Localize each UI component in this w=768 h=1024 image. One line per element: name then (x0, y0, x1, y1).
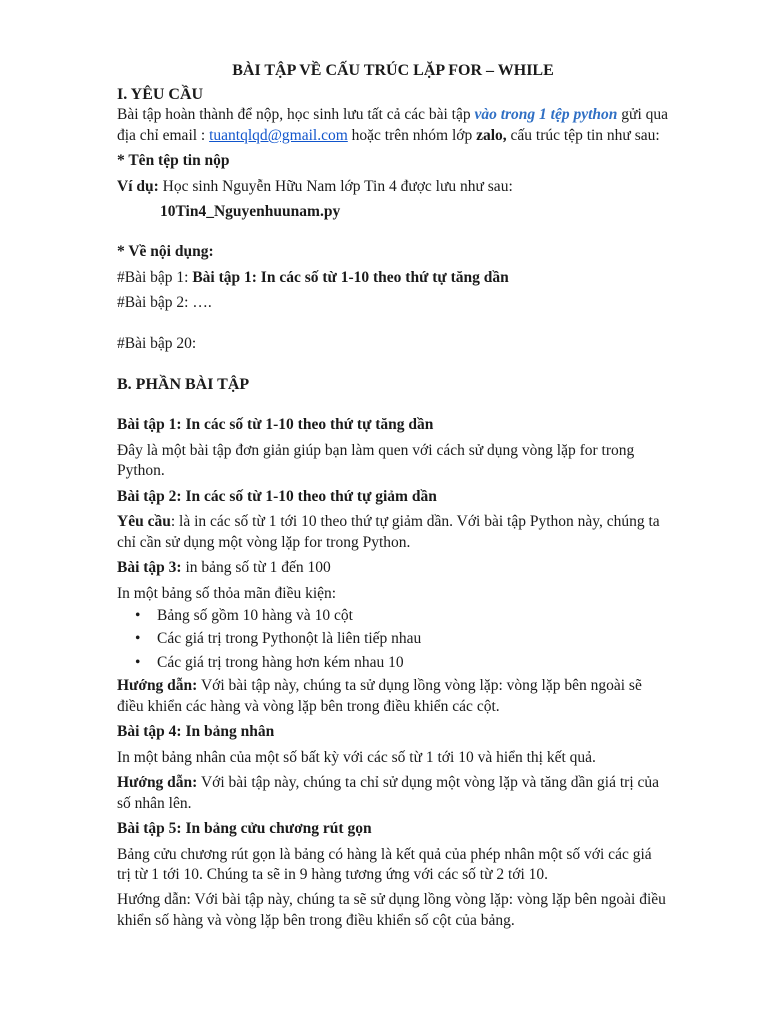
section-heading-exercises: B. PHẦN BÀI TẬP (117, 376, 250, 394)
example-line: Ví dụ: Học sinh Nguyễn Hữu Nam lớp Tin 4 được lưu như sau: (117, 177, 513, 195)
content-line-1: #Bài bập 1: Bài tập 1: In các số từ 1-10 theo thứ tự tăng dần (117, 268, 509, 286)
example-filename: 10Tin4_Nguyenhuunam.py (160, 203, 341, 221)
requirements-paragraph: Bài tập hoàn thành để nộp, học sinh lưu tất cả các bài tập vào trong 1 tệp python gửi qua địa chỉ email : tuantqlqd@gmail.com hoặc trên nhóm lớp zalo, cấu trúc tệp tin như sau: (117, 106, 669, 144)
exercise-5-description: Bảng cửu chương rút gọn là bảng có hàng là kết quả của phép nhân một số với các giá trị từ 1 tới 10. Chúng ta sẽ in 9 hàng tương ứng với các số từ 2 tới 10. (117, 845, 652, 884)
document-content (117, 60, 669, 931)
file-name-heading: * Tên tệp tin nộp (117, 152, 230, 170)
list-item: • Các giá trị trong Pythonột là liên tiếp nhau (157, 629, 669, 649)
exercise-2-title: Bài tập 2: In các số từ 1-10 theo thứ tự giảm dần (117, 487, 437, 505)
exercise-1-description: Đây là một bài tập đơn giản giúp bạn làm quen với cách sử dụng vòng lặp for trong Python. (117, 441, 635, 480)
exercise-3-intro: In một bảng số thỏa mãn điều kiện: (117, 584, 337, 602)
python-file-highlight: vào trong 1 tệp python (474, 106, 618, 124)
list-item: • Bảng số gồm 10 hàng và 10 cột (157, 606, 669, 626)
exercise-3-conditions (117, 606, 669, 673)
exercise-1-title: Bài tập 1: In các số từ 1-10 theo thứ tự tăng dần (117, 416, 434, 434)
exercise-3-hint: Hướng dẫn: Với bài tập này, chúng ta sử dụng lồng vòng lặp: vòng lặp bên ngoài sẽ điều khiển các hàng và vòng lặp bên trong điều khiển các cột. (117, 677, 642, 715)
content-line-3: #Bài bập 20: (117, 334, 197, 352)
zalo-text: zalo, (476, 126, 507, 144)
document-title: BÀI TẬP VỀ CẤU TRÚC LẶP FOR – WHILE (232, 62, 554, 79)
exercise-3-title: Bài tập 3: in bảng số từ 1 đến 100 (117, 559, 331, 577)
exercise-4-title: Bài tập 4: In bảng nhân (117, 723, 275, 741)
exercise-4-hint: Hướng dẫn: Với bài tập này, chúng ta chỉ sử dụng một vòng lặp và tăng dần giá trị của số nhân lên. (117, 774, 660, 812)
content-heading: * Về nội dụng: (117, 243, 214, 261)
email-link[interactable]: tuantqlqd@gmail.com (209, 126, 348, 144)
section-heading-requirements: I. YÊU CẦU (117, 86, 204, 104)
list-item: • Các giá trị trong hàng hơn kém nhau 10 (157, 653, 669, 673)
exercise-2-description: Yêu cầu: là in các số từ 1 tới 10 theo thứ tự giảm dần. Với bài tập Python này, chúng ta chỉ cần sử dụng một vòng lặp for trong Python. (117, 513, 660, 551)
exercise-5-hint: Hướng dẫn: Với bài tập này, chúng ta sẽ sử dụng lồng vòng lặp: vòng lặp bên ngoài điều khiển số hàng và vòng lặp bên trong điều khiển số cột của bảng. (117, 891, 666, 929)
exercise-4-description: In một bảng nhân của một số bất kỳ với các số từ 1 tới 10 và hiển thị kết quả. (117, 748, 596, 766)
exercise-5-title: Bài tập 5: In bảng cửu chương rút gọn (117, 820, 372, 838)
content-line-2: #Bài bập 2: …. (117, 294, 212, 312)
